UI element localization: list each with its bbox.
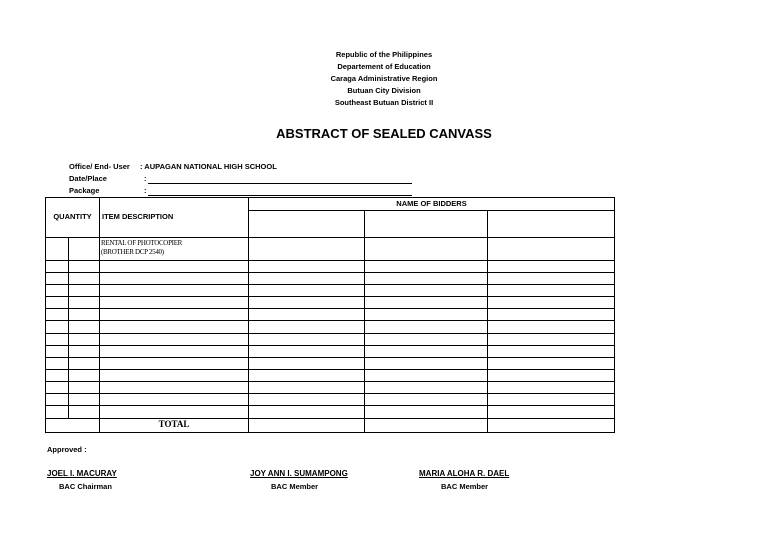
bidders-header: NAME OF BIDDERS (396, 199, 467, 208)
item-description-line2: (BROTHER DCP 2540) (101, 248, 164, 256)
row-line (45, 320, 614, 321)
package-colon: : (144, 186, 147, 195)
header-department: Departement of Education (337, 62, 431, 71)
date-label: Date/Place (69, 174, 107, 183)
item-description-header: ITEM DESCRIPTION (102, 212, 174, 221)
signatory-role-chairman: BAC Chairman (59, 482, 112, 491)
item-description-line1: RENTAL OF PHOTOCOPIER (101, 239, 183, 247)
signatory-role-member-1: BAC Member (271, 482, 319, 491)
office-label: Office/ End- User (69, 162, 130, 171)
row-line (45, 393, 614, 394)
row-line (45, 369, 614, 370)
row-line (45, 345, 614, 346)
row-line (45, 308, 614, 309)
table-border (45, 197, 615, 433)
row-line (45, 260, 614, 261)
header-bottom-line (45, 237, 614, 238)
row-line (45, 284, 614, 285)
column-divider (248, 197, 249, 432)
quantity-header: QUANTITY (53, 212, 92, 221)
document-title: ABSTRACT OF SEALED CANVASS (276, 126, 492, 141)
approved-label: Approved : (47, 445, 87, 454)
header-district: Southeast Butuan District II (334, 98, 434, 107)
header-division: Butuan City Division (347, 86, 421, 95)
column-divider (364, 210, 365, 432)
row-line (45, 357, 614, 358)
date-field-line (148, 183, 412, 184)
date-colon: : (144, 174, 147, 183)
package-field-line (148, 195, 412, 196)
row-line (45, 296, 614, 297)
quantity-split (68, 237, 69, 418)
row-line (45, 333, 614, 334)
bidders-header-line (249, 210, 614, 211)
total-label: TOTAL (158, 419, 190, 429)
office-value: : AUPAGAN NATIONAL HIGH SCHOOL (140, 162, 277, 171)
header-region: Caraga Administrative Region (330, 74, 438, 83)
signatory-role-member-2: BAC Member (441, 482, 489, 491)
header-republic: Republic of the Philippines (335, 50, 433, 59)
signatory-name-member-1: JOY ANN I. SUMAMPONG (250, 469, 348, 478)
column-divider (99, 197, 100, 432)
signatory-name-chairman: JOEL I. MACURAY (47, 469, 117, 478)
row-line (45, 381, 614, 382)
row-line (45, 405, 614, 406)
column-divider (487, 210, 488, 432)
row-line (45, 272, 614, 273)
package-label: Package (69, 186, 100, 195)
signatory-name-member-2: MARIA ALOHA R. DAEL (419, 469, 510, 478)
